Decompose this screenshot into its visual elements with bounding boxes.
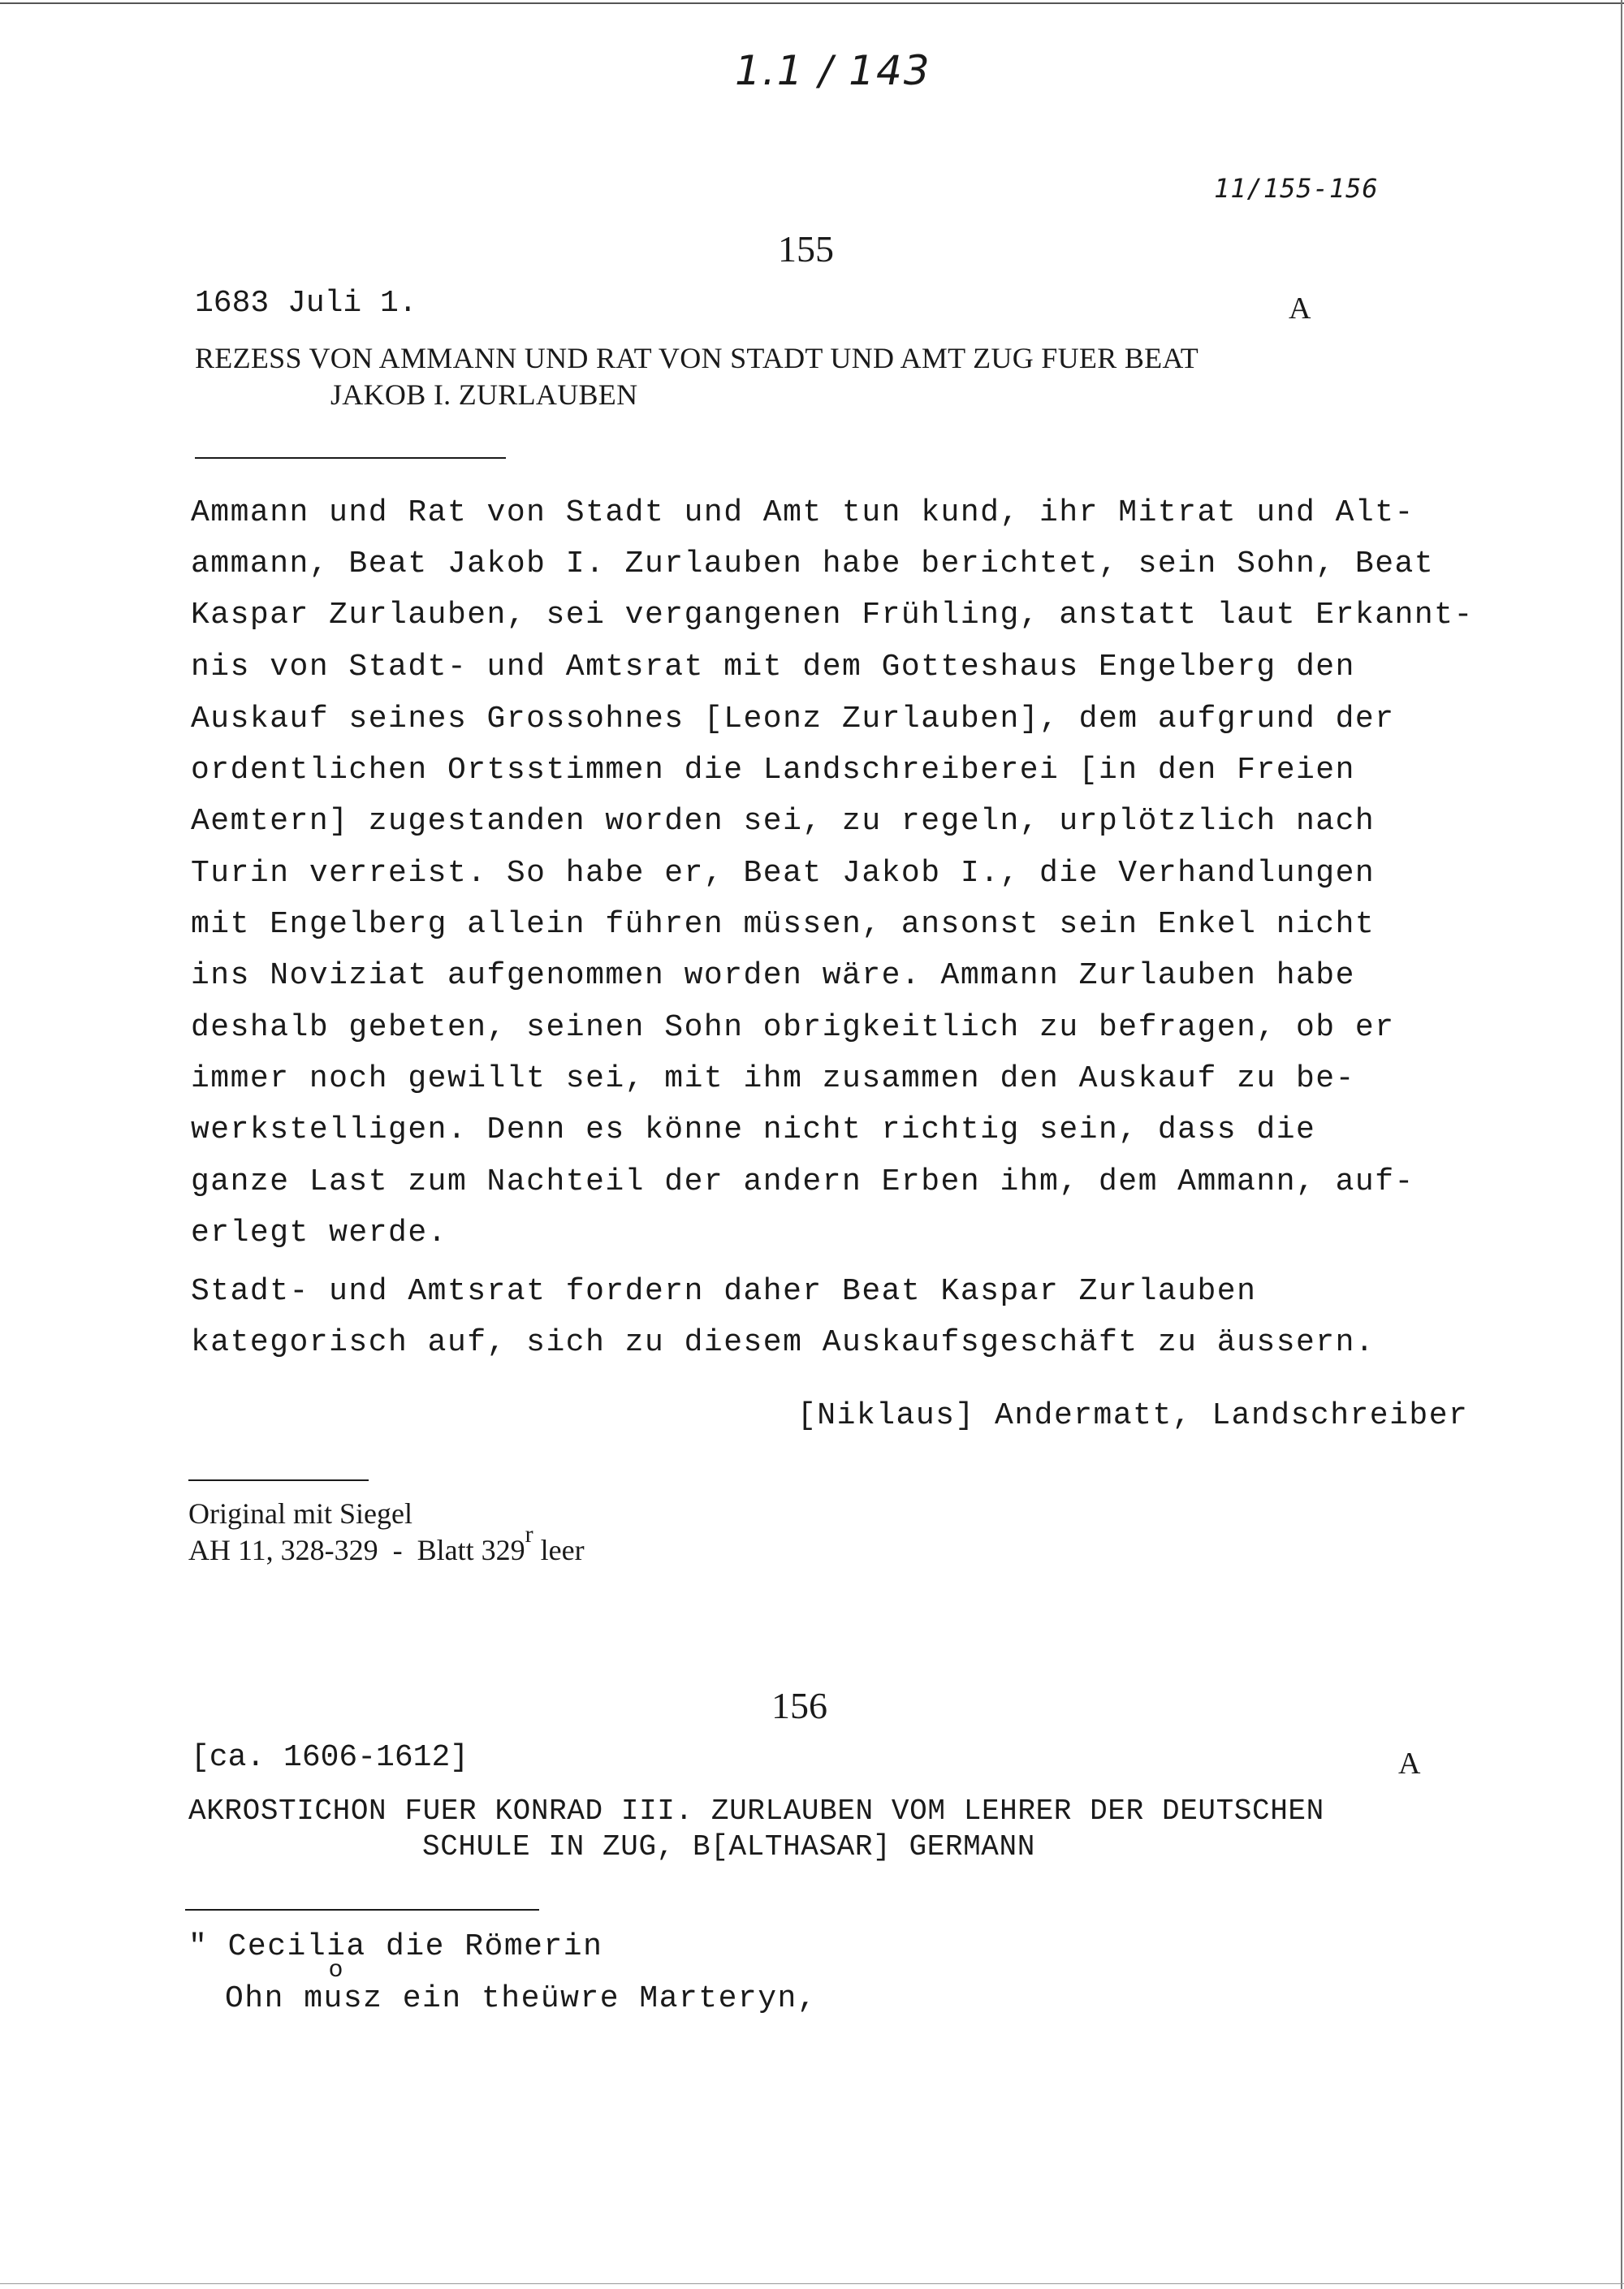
- body-line: Stadt- und Amtsrat fordern daher Beat Kaspar Zurlauben: [191, 1274, 1257, 1309]
- body-line: ins Noviziat aufgenommen worden wäre. Ammann Zurlauben habe: [191, 958, 1355, 993]
- document-title: AKROSTICHON FUER KONRAD III. ZURLAUBEN VOM LEHRER DER DEUTSCHEN: [188, 1794, 1324, 1828]
- body-line: Turin verreist. So habe er, Beat Jakob I., die Verhandlungen: [191, 856, 1376, 891]
- verse-line: " Cecilia die Römerin: [188, 1929, 603, 1964]
- scan-border-bottom: [0, 2283, 1624, 2284]
- note-source-text: AH 11, 328-329 - Blatt 329: [188, 1534, 525, 1566]
- verse-line: [225, 1957, 818, 2016]
- body-line: Kaspar Zurlauben, sei vergangenen Frühling, anstatt laut Erkannt-: [191, 598, 1474, 633]
- document-title-continued: SCHULE IN ZUG, B[ALTHASAR] GERMANN: [422, 1830, 1035, 1864]
- body-line: ganze Last zum Nachteil der andern Erben ihm, dem Ammann, auf-: [191, 1164, 1415, 1199]
- scan-border-right: [1621, 0, 1622, 2289]
- superscript-o-letter: [323, 1957, 345, 2016]
- body-line: Ammann und Rat von Stadt und Amt tun kund, ihr Mitrat und Alt-: [191, 495, 1415, 530]
- base-letter: u: [323, 1981, 343, 2016]
- document-date: 1683 Juli 1.: [195, 286, 417, 321]
- title-separator: [195, 457, 506, 459]
- document-marker: A: [1398, 1747, 1421, 1781]
- body-line: ordentlichen Ortsstimmen die Landschreiberei [in den Freien: [191, 753, 1355, 788]
- body-line: deshalb gebeten, seinen Sohn obrigkeitlich zu befragen, ob er: [191, 1010, 1395, 1045]
- document-marker: A: [1289, 292, 1311, 326]
- note-source-superscript: r: [525, 1521, 533, 1548]
- document-number: 156: [771, 1685, 827, 1726]
- body-line: werkstelligen. Denn es könne nicht richtig sein, dass die: [191, 1112, 1316, 1147]
- handwritten-reference: 1.1 / 143: [735, 47, 931, 94]
- note-source-suffix: leer: [533, 1534, 585, 1566]
- document-title-continued: JAKOB I. ZURLAUBEN: [330, 378, 638, 411]
- body-line: nis von Stadt- und Amtsrat mit dem Gotteshaus Engelberg den: [191, 650, 1355, 685]
- body-line: ammann, Beat Jakob I. Zurlauben habe berichtet, sein Sohn, Beat: [191, 546, 1435, 581]
- body-line: mit Engelberg allein führen müssen, ansonst sein Enkel nicht: [191, 907, 1376, 942]
- archive-reference: 11/155-156: [1214, 173, 1379, 204]
- body-line: erlegt werde.: [191, 1216, 447, 1250]
- body-line: immer noch gewillt sei, mit ihm zusammen den Auskauf zu be-: [191, 1061, 1355, 1096]
- verse-text-continued: sz ein theüwre Marteryn,: [343, 1981, 818, 2016]
- document-number: 155: [778, 228, 834, 270]
- document-date: [ca. 1606-1612]: [191, 1740, 469, 1775]
- verse-text: Ohn m: [225, 1981, 324, 2016]
- body-line: kategorisch auf, sich zu diesem Auskaufsgeschäft zu äussern.: [191, 1325, 1376, 1360]
- superscript-o-mark: o: [328, 1957, 345, 1985]
- body-line: Aemtern] zugestanden worden sei, zu regeln, urplötzlich nach: [191, 804, 1376, 839]
- scan-border-top: [0, 2, 1624, 4]
- signature: [Niklaus] Andermatt, Landschreiber: [797, 1398, 1469, 1433]
- title-separator: [185, 1909, 539, 1911]
- note-original: Original mit Siegel: [188, 1497, 412, 1530]
- body-line: Auskauf seines Grossohnes [Leonz Zurlauben], dem aufgrund der: [191, 702, 1395, 736]
- note-source: [188, 1521, 585, 1567]
- document-title: REZESS VON AMMANN UND RAT VON STADT UND AMT ZUG FUER BEAT: [195, 342, 1199, 374]
- notes-separator: [188, 1479, 369, 1481]
